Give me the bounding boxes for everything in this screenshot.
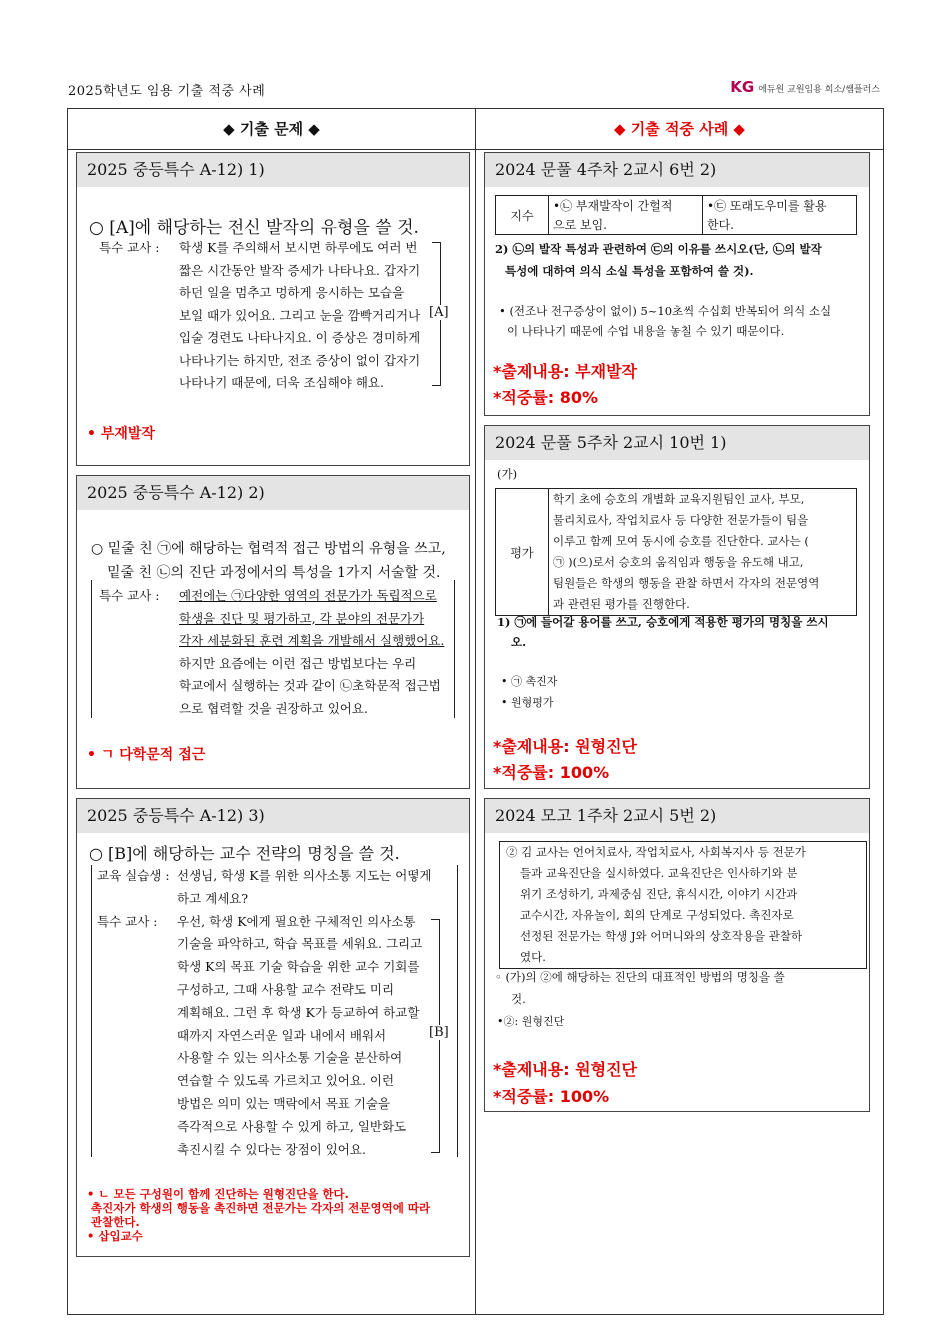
passage-line: 으로 협력할 것을 권장하고 있어요. [179,700,368,716]
passage-line: 구성하고, 그때 사용할 교수 전략도 미리 [177,981,395,997]
question-text: ○ [A]에 해당하는 전신 발작의 유형을 쓸 것. [89,218,419,238]
example-box [499,841,867,969]
box-line: 교수시간, 자유놀이, 회의 단계로 구성되었다. 촉진자로 [520,908,794,922]
document-header [68,78,880,100]
card-title: 2024 문풀 5주차 2교시 10번 1) [485,426,869,460]
passage-line: 방법은 의미 있는 맥락에서 목표 기술을 [177,1095,391,1111]
result-rate: *적중률: 100% [493,1087,610,1106]
answer-bullet: • 원형평가 [501,696,554,709]
question-text: ○ 밑줄 친 ㉠에 해당하는 협력적 접근 방법의 유형을 쓰고, [91,541,446,557]
brand-logo [730,78,880,96]
table-head: 지수 [496,196,549,235]
cell-line: 이루고 함께 모여 동시에 승호를 진단한다. 교사는 ( [553,534,809,548]
question-text: 2) ㉡의 발작 특성과 관련하여 ㉢의 이유를 쓰시오(단, ㉡의 발작 [495,242,822,256]
passage-border-right [454,580,455,718]
answer-bullet: • ㉠ 촉진자 [501,675,558,688]
card-title: 2024 문풀 4주차 2교시 6번 2) [485,153,869,187]
comparison-frame [67,108,884,1315]
result-content: *출제내용: 원형진단 [493,737,637,756]
answer-bullet: •②: 원형진단 [497,1015,565,1028]
dialogue-passage [99,585,444,720]
passage-line: 사용할 수 있는 의사소통 기술을 분산하여 [177,1050,403,1066]
card-title: 2025 중등특수 A-12) 2) [77,476,469,510]
table-cell [703,215,857,235]
question-text: 오. [511,635,527,649]
section-label: (가) [497,467,518,481]
passage-line: 하던 일을 멈추고 멍하게 응시하는 모습을 [179,285,405,300]
passage-line: 학교에서 실행하는 것과 같이 ㉡초학문적 접근법 [179,678,441,693]
passage-line: 계획해요. 그런 후 학생 K가 등교하여 하교할 [177,1004,420,1020]
table-cell [549,215,703,235]
speaker-label: 특수 교사 : [99,588,160,603]
speaker-label: 특수 교사 : [97,913,158,929]
passage-line: 나타나기는 하지만, 전조 증상이 없이 갑자기 [179,352,421,368]
cell-line: 과 관련된 평가를 진행한다. [553,597,690,611]
right-column-header: ◆ 기출 적중 사례 ◆ [476,109,883,150]
question-text: ◦ (가)의 ②에 해당하는 진단의 대표적인 방법의 명칭을 쓸 [495,970,785,984]
question-text: 1) ㉠에 들어갈 용어를 쓰고, 승호에게 적용한 평가의 명칭을 쓰시 [497,615,829,629]
card-title: 2025 중등특수 A-12) 1) [77,153,469,187]
cell-line: 물리치료사, 작업치료사 등 다양한 전문가들이 팀을 [553,513,809,527]
hit-case-card [484,798,870,1112]
cell-text: 으로 보임. [553,218,607,232]
question-text: 것. [511,992,526,1006]
cell-text: 한다. [707,218,734,232]
passage-line: 촉진시킬 수 있다는 장점이 있어요. [177,1141,366,1157]
answer-text: 이 나타나기 때문에 수업 내용을 놓칠 수 있기 때문이다. [507,324,785,338]
passage-line: 예전에는 ㉠다양한 영역의 전문가가 독립적으로 [179,588,437,603]
passage-line: 학생을 진단 및 평가하고, 각 분야의 전문가가 [179,610,425,626]
exam-question-card [76,475,470,789]
example-table [495,488,857,616]
passage-line: 입술 경련도 나타나지요. 이 증상은 경미하게 [179,330,421,345]
table-head: 평가 [496,489,549,616]
bracket-label: [B] [429,1025,449,1040]
column-divider [475,109,476,1314]
cell-line: 학기 초에 승호의 개별화 교육지원팀인 교사, 부모, [553,492,805,506]
exam-question-card [76,152,470,466]
logo-text: 에듀원 교원임용 희소/쌤플러스 [758,85,880,95]
question-text: ○ [B]에 해당하는 교수 전략의 명칭을 쓸 것. [89,844,400,863]
box-line: 위기 조성하기, 과제중심 진단, 휴식시간, 이야기 시간과 [520,887,798,901]
bracket-label: [A] [429,305,449,320]
question-text: 특성에 대하여 의식 소실 특성을 포함하여 쓸 것). [505,264,754,278]
document-title: 2025학년도 임용 기출 적중 사례 [68,84,266,99]
dialogue-passage [99,237,420,395]
result-content: *출제내용: 원형진단 [493,1060,637,1079]
answer-text: • ㄴ 모든 구성원이 함께 진단하는 원형진단을 한다. [87,1187,349,1201]
passage-line: 하고 계세요? [177,890,249,906]
passage-line: 우선, 학생 K에게 필요한 구체적인 의사소통 [177,913,416,929]
hit-case-card [484,425,870,789]
passage-line: 연습할 수 있도록 가르치고 있어요. 이런 [177,1073,395,1089]
card-title: 2024 모고 1주차 2교시 5번 2) [485,799,869,833]
speaker-label: 교육 실습생 : [97,868,170,883]
cell-text: •㉡ 부재발작이 간헐적 [553,199,673,213]
left-column-header: ◆ 기출 문제 ◆ [68,109,475,150]
passage-line: 즉각적으로 사용할 수 있게 하고, 일반화도 [177,1118,407,1134]
logo-mark: KG [730,78,755,96]
passage-line: 때까지 자연스러운 일과 내에서 배워서 [177,1027,387,1043]
passage-line: 각자 세분화된 훈련 계획을 개발해서 실행했어요. [179,633,445,648]
passage-line: 학생 K를 주의해서 보시면 하루에도 여러 번 [179,240,418,255]
passage-border-right [457,865,458,1157]
result-rate: *적중률: 80% [493,388,599,407]
result-content: *출제내용: 부재발작 [493,362,637,381]
passage-line: 선생님, 학생 K를 위한 의사소통 지도는 어떻게 [177,868,432,883]
answer-text: • (전조나 전구증상이 없이) 5~10초씩 수십회 반복되어 의식 소실 [499,304,832,318]
passage-border-left [91,580,92,718]
passage-line: 나타나기 때문에, 더욱 조심해야 해요. [179,375,384,390]
passage-line: 하지만 요즘에는 이런 접근 방법보다는 우리 [179,655,417,671]
card-title: 2025 중등특수 A-12) 3) [77,799,469,833]
cell-line: ㉠ )(으)로서 승호의 움직임과 행동을 유도해 내고, [553,555,804,569]
box-line: ② 김 교사는 언어치료사, 작업치료사, 사회복지사 등 전문가 [506,845,806,859]
speaker-label: 특수 교사 : [99,240,160,255]
result-rate: *적중률: 100% [493,763,610,782]
table-cell [549,489,857,616]
example-table [495,195,857,235]
exam-question-card [76,798,470,1257]
cell-line: 팀원들은 학생의 행동을 관찰 하면서 각자의 전문영역 [553,576,820,590]
answer-text: • ㄱ 다학문적 접근 [87,747,206,763]
passage-line: 짧은 시간동안 발작 증세가 나타나요. 갑자기 [179,262,421,278]
answer-text: • 삽입교수 [87,1229,143,1243]
answer-text: • 부재발작 [87,426,155,442]
box-line: 였다. [520,950,546,964]
answer-text: 촉진자가 학생의 행동을 촉진하면 전문가는 각자의 전문영역에 따라 [91,1201,431,1215]
passage-line: 학생 K의 목표 기술 학습을 위한 교수 기회를 [177,959,420,975]
box-line: 선정된 전문가는 학생 J와 어머니와의 상호작용을 관찰하 [520,929,803,943]
hit-case-card [484,152,870,416]
table-cell [703,196,857,216]
passage-line: 보일 때가 있어요. 그리고 눈을 깜빡거리거나 [179,307,421,323]
cell-text: •㉢ 또래도우미를 활용 [707,199,827,213]
table-cell [549,196,703,216]
answer-text: 관찰한다. [91,1215,140,1229]
box-line: 들과 교육진단을 실시하였다. 교육진단은 인사하기와 분 [520,866,798,880]
dialogue-passage [97,865,432,1161]
question-text: 밑줄 친 ㉡의 진단 과정에서의 특성을 1가지 서술할 것. [107,565,441,581]
passage-border-left [91,865,92,1157]
passage-line: 기술을 파악하고, 학습 목표를 세워요. 그리고 [177,936,423,952]
